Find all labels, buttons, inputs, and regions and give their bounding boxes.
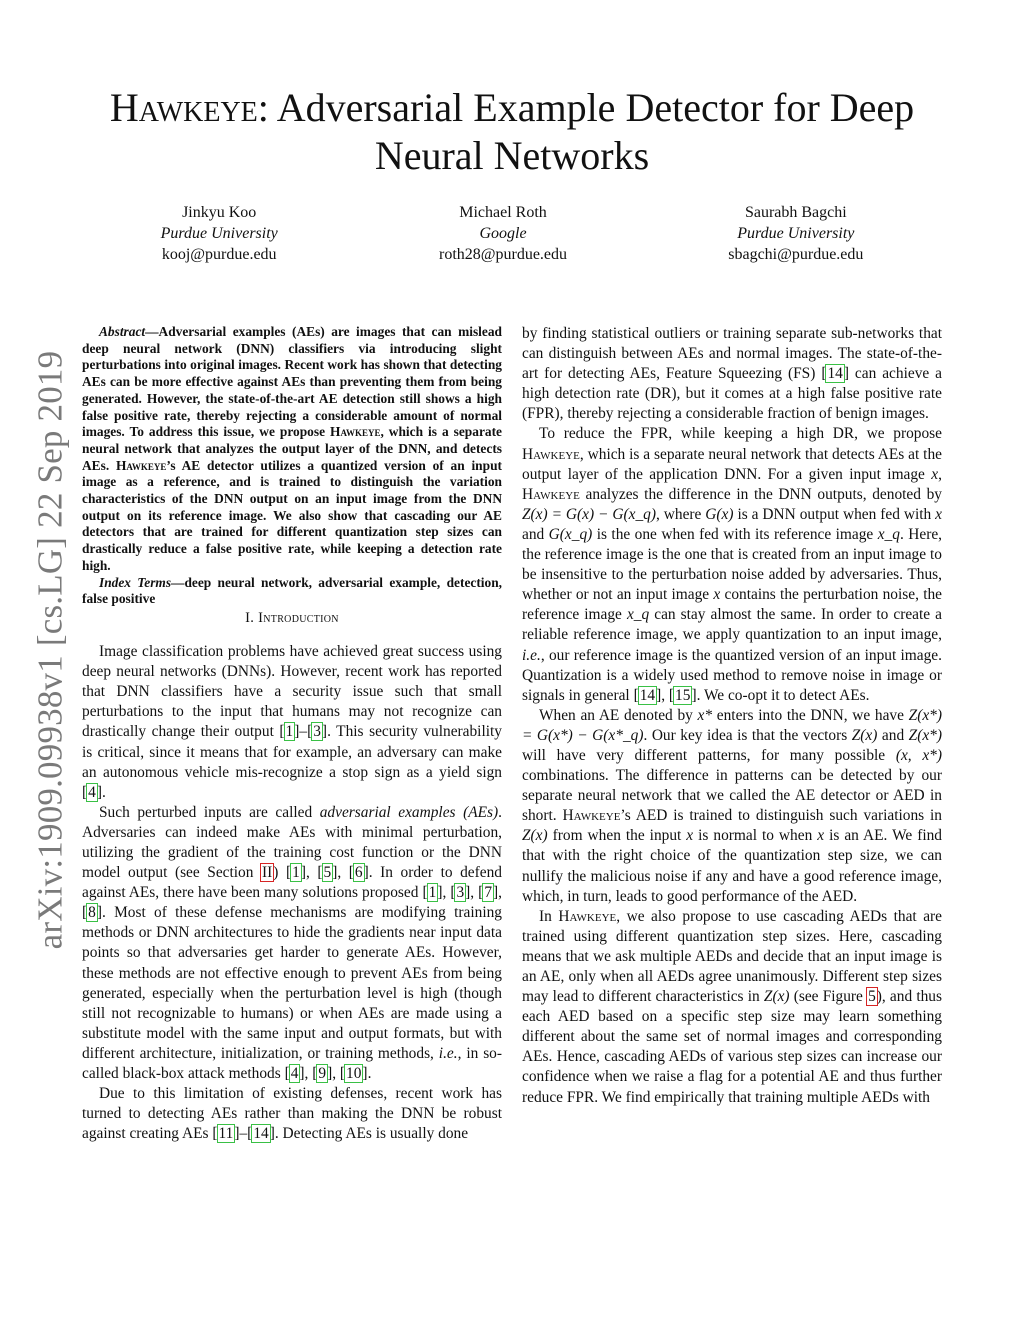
citation-link[interactable]: 14 (639, 686, 656, 704)
citation-link[interactable]: 11 (218, 1125, 234, 1143)
abstract-label: Abstract (99, 324, 146, 339)
author-email: sbagchi@purdue.edu (728, 246, 864, 263)
author-affiliation: Purdue University (737, 225, 855, 242)
author-name: Jinkyu Koo (182, 204, 257, 221)
section-link[interactable]: II (262, 864, 273, 882)
citation-link[interactable]: 3 (456, 884, 465, 902)
intro-paragraph-4: by finding statistical outliers or training separate sub-networks that can distinguish between AEs and normal images. The state-of-the-art for detecting AEs, Feature Squeezing (FS) [14] can achieve a high detection rate (DR), but it comes at a high false positive rate (FPR), thereby rejecting a considerable fraction of benign images. (522, 325, 942, 423)
citation-link[interactable]: 4 (290, 1065, 299, 1083)
citation-link[interactable]: 1 (292, 864, 300, 882)
figure-link[interactable]: 5 (868, 988, 876, 1006)
abstract: Abstract—Adversarial examples (AEs) are images that can mislead deep neural network (DNN) classifiers via introducing slight perturbations into original images. Recent work has shown that detecting AEs can be more effective against AEs than preventing them from being generated. However, the state-of-the-art AE detection still shows a high false positive rate, thereby rejecting a considerable amount of normal images. To address this issue, we propose Hawkeye, which is a separate neural network that analyzes the output layer of the DNN, and detects AEs. Hawkeye’s AE detector utilizes a quantized version of an input image as a reference, and is trained to distinguish the variation characteristics of the DNN output on an input image from the DNN output on its reference image. We also show that cascading our AE detectors that are trained for different quantization step sizes can drastically reduce a false positive rate, while keeping a detection rate high. (82, 324, 502, 573)
title-line-2: Neural Networks (374, 133, 650, 178)
arxiv-stamp-container (26, 350, 74, 950)
citation-link[interactable]: 14 (827, 365, 843, 383)
citation-link[interactable]: 15 (675, 686, 691, 704)
index-terms-label: Index Terms (99, 574, 172, 590)
author-name: Michael Roth (459, 204, 547, 221)
left-column (82, 324, 502, 1144)
citation-link[interactable]: 8 (88, 904, 96, 922)
author-1 (161, 202, 278, 265)
title-line-1: : Adversarial Example Detector for Deep (257, 85, 915, 130)
title-system-name: Hawkeye (109, 85, 258, 130)
citation-link[interactable]: 7 (484, 884, 493, 902)
intro-paragraph-2: Such perturbed inputs are called adversarial examples (AEs). Adversaries can indeed make AEs with minimal perturbation, utilizing the gradient of the training cost function or the DNN model output (see Section II) [1], [5], [6]. In order to defend against AEs, there have been many solutions proposed [1], [3], [7], [8]. Most of these defense mechanisms are modifying training methods or DNN architectures to hide the gradients near input data points so that adversaries get harder to generate AEs. However, these methods are not effective enough to prevent AEs from being generated, especially when the perturbation level is high (though still not recognizable to humans) or when AEs are made using a substitute model with the same input and output formats, but with different architecture, initialization, or training methods, i.e., in so-called black-box attack methods [4], [9], [10]. (82, 803, 503, 1083)
citation-link[interactable]: 3 (313, 723, 321, 741)
author-affiliation: Purdue University (160, 225, 278, 242)
citation-link[interactable]: 1 (285, 723, 294, 741)
author-3 (728, 202, 863, 265)
citation-link[interactable]: 14 (253, 1125, 269, 1143)
intro-paragraph-7: In Hawkeye, we also propose to use cascading AEDs that are trained using different quantization step sizes. Here, cascading means that we ask multiple AEDs and decide that an input image is an AE, only when all AEDs agree unanimously. Different step sizes may lead to different characteristics in Z(x) (see Figure 5), and thus each AED based on a specific step size may learn something different about the same set of normal images and corresponding AEs. Hence, cascading AEDs of various step sizes can increase our confidence when we raise a flag for a potential AE and thus further reduce FPR. We find empirically that training multiple AEDs with (522, 907, 942, 1106)
author-block (80, 202, 944, 265)
intro-paragraph-5: To reduce the FPR, while keeping a high DR, we propose Hawkeye, which is a separate neural network that detects AEs at the output layer of the application DNN. For a given input image x, Hawkeye analyzes the difference in the DNN outputs, denoted by Z(x) = G(x) − G(x_q), where G(x) is a DNN output when fed with x and G(x_q) is the one when fed with its reference image x_q. Here, the reference image is the one that is created from an input image to be insensitive to the perturbation noise added by adversaries. Thus, whether or not an input image x contains the perturbation noise, the reference image x_q can stay almost the same. In order to create a reliable reference image, we apply quantization to an input image, i.e., our reference image is the quantized version of an input image. Quantization is a widely used method to remove noise in image or signals in general [14], [15]. We co-opt it to detect AEs. (522, 425, 943, 704)
citation-link[interactable]: 5 (323, 864, 332, 882)
paper-title (60, 84, 964, 180)
citation-link[interactable]: 9 (318, 1065, 327, 1083)
intro-paragraph-3: Due to this limitation of existing defenses, recent work has turned to detecting AEs rather than making the DNN be robust against creating AEs [11]–[14]. Detecting AEs is usually done (82, 1085, 502, 1143)
author-2 (439, 202, 567, 265)
section-heading: I. Introduction (245, 609, 339, 626)
right-column (522, 324, 942, 1108)
author-affiliation: Google (479, 225, 527, 242)
author-name: Saurabh Bagchi (744, 204, 847, 221)
citation-link[interactable]: 6 (354, 864, 363, 882)
citation-link[interactable]: 1 (428, 884, 437, 902)
arxiv-stamp: arXiv:1909.09938v1 [cs.LG] 22 Sep 2019 (30, 350, 70, 950)
citation-link[interactable]: 10 (346, 1065, 362, 1083)
index-terms: Index Terms—deep neural network, adversarial example, detection, false positive (82, 574, 503, 607)
citation-link[interactable]: 4 (88, 783, 96, 801)
author-email: roth28@purdue.edu (438, 246, 568, 263)
intro-paragraph-6: When an AE denoted by x* enters into the DNN, we have Z(x*) = G(x*) − G(x*_q). Our key idea is that the vectors Z(x) and Z(x*) will have very different patterns, for many possible (x, x*) combinations. The difference in patterns can be detected by our separate neural network that we called the AE detector or AED in short. Hawkeye’s AED is trained to distinguish such variations in Z(x) from when the input x is normal to when x is an AE. We find that with the right choice of the quantization step size, we can nullify the malicious noise if any and have a good reference image, which, in turn, leads to good performance of the AED. (522, 706, 942, 905)
author-email: kooj@purdue.edu (161, 246, 277, 263)
intro-paragraph-1: Image classification problems have achieved great success using deep neural networks (DNNs). However, recent work has reported that DNN classifiers have a security issue such that small perturbations to the input that humans may not recognize can drastically change their output [1]–[3]. This security vulnerability is critical, since it means that for example, an adversary can make an autonomous vehicle mis-recognize a stop sign as a yield sign [4]. (82, 643, 502, 801)
